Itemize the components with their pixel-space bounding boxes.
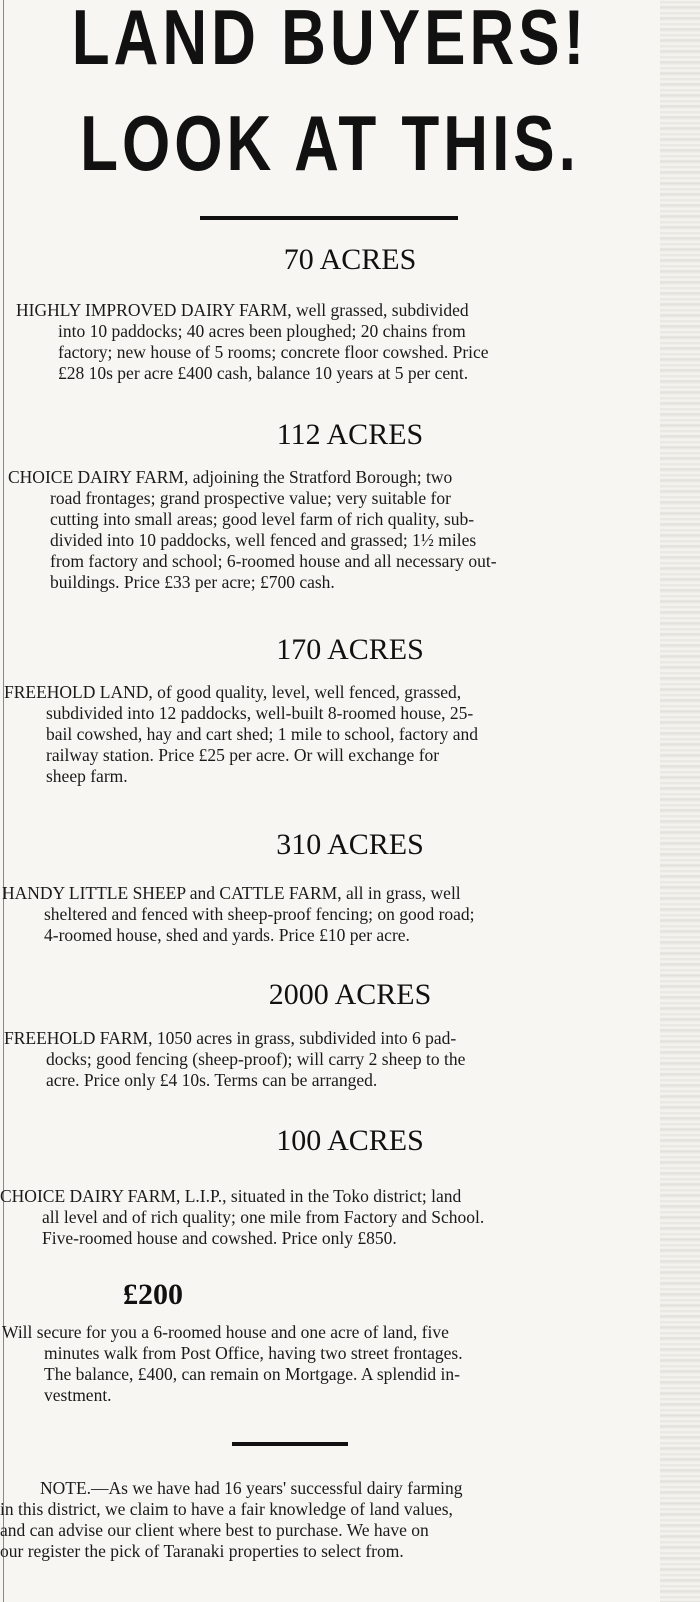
listing-description [2,883,656,946]
listing-heading: 2000 ACRES [268,978,432,1011]
listing-heading: 170 ACRES [276,633,424,666]
headline-line-1: LAND BUYERS! [71,0,589,82]
listing-heading: 310 ACRES [276,828,424,861]
offer-line: The balance, £400, can remain on Mortgage. A splendid in- [44,1364,460,1384]
listing-line: railway station. Price £25 per acre. Or will exchange for [46,745,440,765]
listing-line: HANDY LITTLE SHEEP and CATTLE FARM, all in grass, well [2,883,461,903]
listing-heading: 100 ACRES [276,1124,424,1157]
note-line: in this district, we claim to have a fair knowledge of land values, [0,1499,453,1519]
offer-line: Will secure for you a 6-roomed house and one acre of land, five [2,1322,449,1342]
listing-line: FREEHOLD FARM, 1050 acres in grass, subdivided into 6 pad- [4,1028,457,1048]
listing-heading: 112 ACRES [276,418,424,451]
headline-rule [200,216,458,220]
listing-line: from factory and school; 6-roomed house and all necessary out- [50,551,497,571]
offer-line: minutes walk from Post Office, having two street frontages. [44,1343,463,1363]
section-rule [232,1442,348,1446]
listing-line: road frontages; grand prospective value; very suitable for [50,488,451,508]
listing-line: CHOICE DAIRY FARM, adjoining the Stratford Borough; two [8,467,453,487]
listing-line: buildings. Price £33 per acre; £700 cash. [50,572,335,592]
listing-line: factory; new house of 5 rooms; concrete floor cowshed. Price [58,342,489,362]
offer-amount: £200 [123,1278,183,1311]
listing-line: bail cowshed, hay and cart shed; 1 mile to school, factory and [46,724,479,744]
listing-heading: 70 ACRES [283,243,417,276]
listing-line: docks; good fencing (sheep-proof); will carry 2 sheep to the [46,1049,466,1069]
listing-line: acre. Price only £4 10s. Terms can be arranged. [46,1070,378,1090]
page-edge-right [660,0,700,1602]
listing-line: CHOICE DAIRY FARM, L.I.P., situated in the Toko district; land [0,1186,462,1206]
offer-line: vestment. [44,1385,112,1405]
listing-description [4,1028,656,1091]
note-line: NOTE.—As we have had 16 years' successful dairy farming [40,1478,463,1498]
listing-line: into 10 paddocks; 40 acres been ploughed; 20 chains from [58,321,466,341]
listing-line: sheltered and fenced with sheep-proof fencing; on good road; [44,904,475,924]
note-line: and can advise our client where best to purchase. We have on [0,1520,429,1540]
listing-line: cutting into small areas; good level farm of rich quality, sub- [50,509,475,529]
listing-description [8,467,656,593]
listing-line: FREEHOLD LAND, of good quality, level, well fenced, grassed, [4,682,462,702]
listing-line: Five-roomed house and cowshed. Price only £850. [42,1228,397,1248]
listing-line: 4-roomed house, shed and yards. Price £10 per acre. [44,925,410,945]
note-paragraph [0,1478,656,1562]
listing-line: subdivided into 12 paddocks, well-built 8-roomed house, 25- [46,703,474,723]
listing-line: HIGHLY IMPROVED DAIRY FARM, well grassed, subdivided [16,300,469,320]
listing-description [0,1186,656,1249]
offer-description [2,1322,656,1406]
listing-line: £28 10s per acre £400 cash, balance 10 years at 5 per cent. [58,363,469,383]
listing-description [16,300,656,384]
listing-description [4,682,656,787]
headline-line-2: LOOK AT THIS. [80,101,580,188]
listing-line: sheep farm. [46,766,128,786]
note-line: our register the pick of Taranaki properties to select from. [0,1541,404,1561]
listing-line: divided into 10 paddocks, well fenced and grassed; 1½ miles [50,530,477,550]
listing-line: all level and of rich quality; one mile from Factory and School. [42,1207,485,1227]
